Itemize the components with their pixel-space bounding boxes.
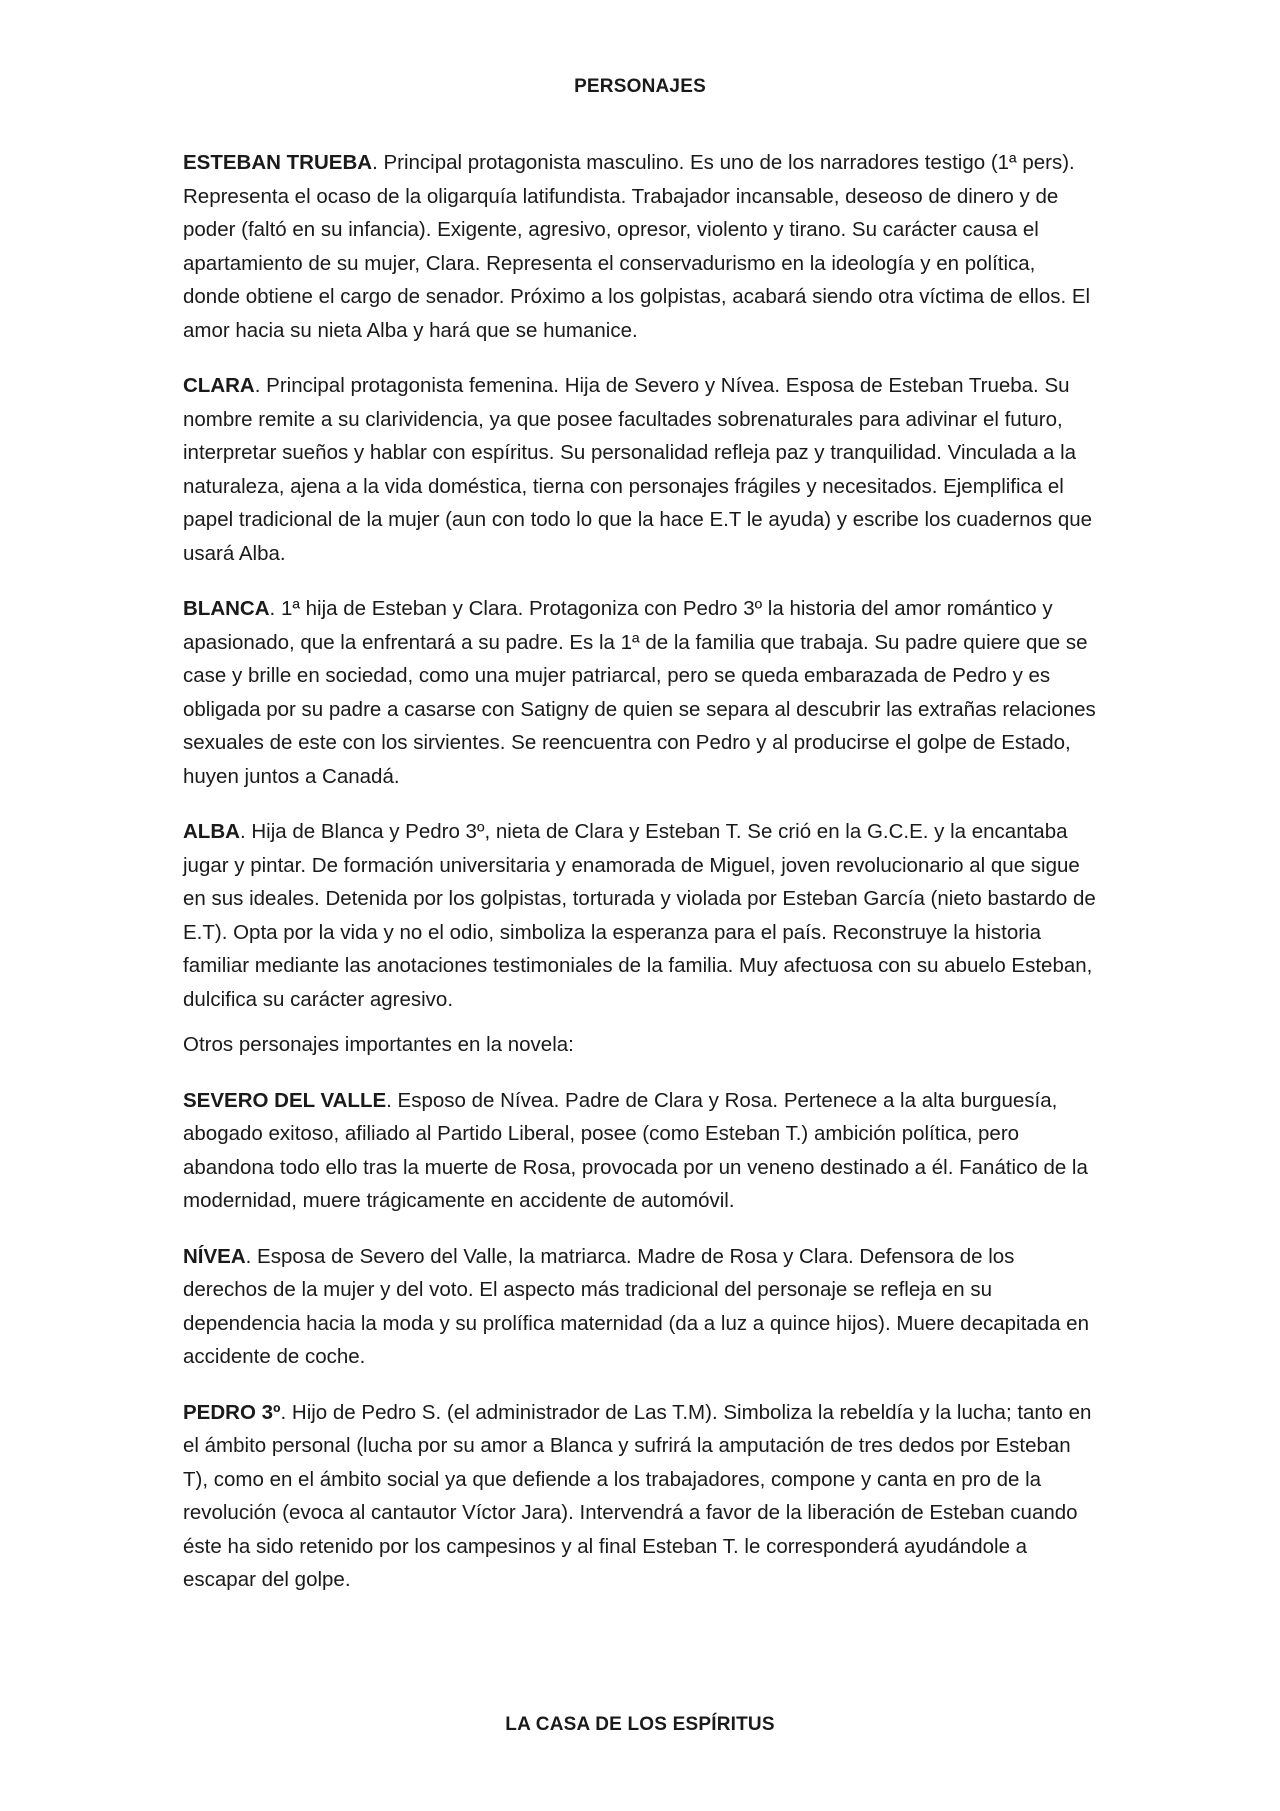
character-description: . Principal protagonista masculino. Es uno de los narradores testigo (1ª pers). Representa el ocaso de la oligarquía latifundista. Trabajador incansable, deseoso de dinero y de poder (faltó en su infancia). Exigente, agresivo, opresor, violento y tirano. Su carácter causa el apartamiento de su mujer, Clara. Representa el conservadurismo en la ideología y en política, donde obtiene el cargo de senador. Próximo a los golpistas, acabará siendo otra víctima de ellos. El amor hacia su nieta Alba y hará que se humanice. [183, 151, 1091, 342]
character-paragraph-severo-del-valle [183, 1084, 1098, 1218]
character-name: ALBA [183, 820, 240, 843]
character-description: . Esposo de Nívea. Padre de Clara y Rosa. Pertenece a la alta burguesía, abogado exitoso, afiliado al Partido Liberal, posee (como Esteban T.) ambición política, pero abandona todo ello tras la muerte de Rosa, provocada por un veneno destinado a él. Fanático de la modernidad, muere trágicamente en accidente de automóvil. [183, 1088, 1088, 1212]
character-description: . Principal protagonista femenina. Hija de Severo y Nívea. Esposa de Esteban Trueba. Su nombre remite a su clarividencia, ya que posee facultades sobrenaturales para adivinar el futuro, interpretar sueños y hablar con espíritus. Su personalidad refleja paz y tranquilidad. Vinculada a la naturaleza, ajena a la vida doméstica, tierna con personajes frágiles y necesitados. Ejemplifica el papel tradicional de la mujer (aun con todo lo que la hace E.T le ayuda) y escribe los cuadernos que usará Alba. [183, 374, 1093, 565]
document-body [183, 146, 1098, 1619]
character-description: . Hija de Blanca y Pedro 3º, nieta de Clara y Esteban T. Se crió en la G.C.E. y la encantaba jugar y pintar. De formación universitaria y enamorada de Miguel, joven revolucionario al que sigue en sus ideales. Detenida por los golpistas, torturada y violada por Esteban García (nieto bastardo de E.T). Opta por la vida y no el odio, simboliza la esperanza para el país. Reconstruye la historia familiar mediante las anotaciones testimoniales de la familia. Muy afectuosa con su abuelo Esteban, dulcifica su carácter agresivo. [183, 820, 1096, 1011]
character-name: ESTEBAN TRUEBA [183, 151, 373, 174]
character-description: . 1ª hija de Esteban y Clara. Protagoniza con Pedro 3º la historia del amor romántico y apasionado, que la enfrentará a su padre. Es la 1ª de la familia que trabaja. Su padre quiere que se case y brille en sociedad, como una mujer patriarcal, pero se queda embarazada de Pedro y es obligada por su padre a casarse con Satigny de quien se separa al descubrir las extrañas relaciones sexuales de este con los sirvientes. Se reencuentra con Pedro y al producirse el golpe de Estado, huyen juntos a Canadá. [183, 597, 1096, 788]
character-description: . Hijo de Pedro S. (el administrador de Las T.M). Simboliza la rebeldía y la lucha; tanto en el ámbito personal (lucha por su amor a Blanca y sufrirá la amputación de tres dedos por Esteban T), como en el ámbito social ya que defiende a los trabajadores, compone y canta en pro de la revolución (evoca al cantautor Víctor Jara). Intervendrá a favor de la liberación de Esteban cuando éste ha sido retenido por los campesinos y al final Esteban T. le corresponderá ayudándole a escapar del golpe. [183, 1400, 1092, 1591]
character-paragraph-clara [183, 369, 1098, 570]
character-paragraph-alba [183, 815, 1098, 1016]
character-name: CLARA [183, 374, 255, 397]
other-characters-intro: Otros personajes importantes en la novela: [183, 1033, 574, 1056]
character-paragraph-esteban-trueba [183, 146, 1098, 347]
page-footer: LA CASA DE LOS ESPÍRITUS [505, 1714, 775, 1735]
page-title: PERSONAJES [574, 76, 706, 97]
character-name: PEDRO 3º [183, 1400, 281, 1424]
character-paragraph-pedro-3 [183, 1396, 1098, 1597]
character-name: NÍVEA [183, 1244, 246, 1268]
character-paragraph-blanca [183, 592, 1098, 793]
character-paragraph-nivea [183, 1240, 1098, 1374]
character-name: SEVERO DEL VALLE [183, 1088, 387, 1112]
character-description: . Esposa de Severo del Valle, la matriarca. Madre de Rosa y Clara. Defensora de los derechos de la mujer y del voto. El aspecto más tradicional del personaje se refleja en su dependencia hacia la moda y su prolífica maternidad (da a luz a quince hijos). Muere decapitada en accidente de coche. [183, 1244, 1089, 1368]
character-name: BLANCA [183, 597, 270, 620]
